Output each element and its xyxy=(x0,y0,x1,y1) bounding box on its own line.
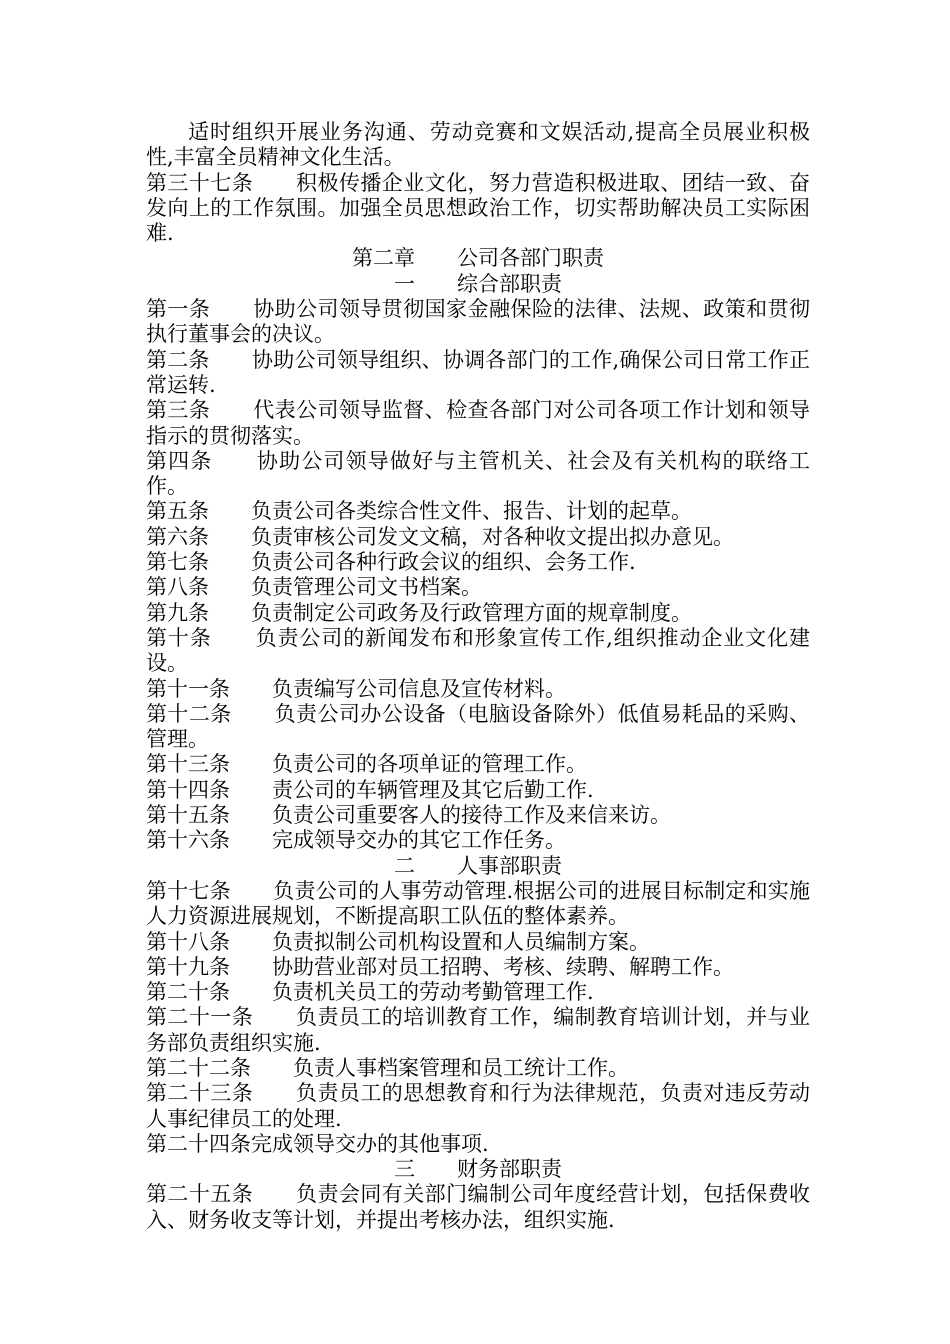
article-text: 协助营业部对员工招聘、考核、续聘、解聘工作。 xyxy=(272,954,734,979)
article-22 xyxy=(146,1056,810,1081)
article-7 xyxy=(146,550,810,575)
article-3 xyxy=(146,398,810,449)
article-number: 第二十一条 xyxy=(146,1005,254,1030)
intro-paragraph: 适时组织开展业务沟通、劳动竞赛和文娱活动,提高全员展业积极性,丰富全员精神文化生活。 xyxy=(146,120,810,170)
article-number: 第二条 xyxy=(146,347,210,372)
article-16 xyxy=(146,828,810,853)
article-text: 负责公司的各项单证的管理工作。 xyxy=(272,752,587,777)
article-number: 第十八条 xyxy=(146,929,230,954)
article-2 xyxy=(146,348,810,399)
article-text: 协助公司领导组织、协调各部门的工作,确保公司日常工作正常运转. xyxy=(146,347,811,397)
article-number: 第六条 xyxy=(146,524,209,549)
article-text: 完成领导交办的其它工作任务。 xyxy=(272,828,566,853)
article-number: 第十六条 xyxy=(146,828,230,853)
article-text: 负责人事档案管理和员工统计工作。 xyxy=(293,1055,629,1080)
article-number: 第十一条 xyxy=(146,676,230,701)
article-text: 负责公司的人事劳动管理.根据公司的进展目标制定和实施人力资源进展规划，不断提高职工队伍的整体素养。 xyxy=(146,878,811,929)
article-text: 责公司的车辆管理及其它后勤工作. xyxy=(272,777,594,802)
article-21 xyxy=(146,1005,810,1056)
article-number: 第九条 xyxy=(146,600,209,625)
article-5 xyxy=(146,499,810,524)
article-number: 第二十三条 xyxy=(146,1081,254,1106)
article-37 xyxy=(146,171,810,247)
article-number: 第三十七条 xyxy=(146,170,254,195)
article-number: 第十条 xyxy=(146,625,212,650)
article-text: 完成领导交办的其他事项. xyxy=(251,1131,489,1156)
document-page xyxy=(146,120,810,1233)
article-1 xyxy=(146,297,810,348)
article-text: 负责员工的思想教育和行为法律规范，负责对违反劳动人事纪律员工的处理. xyxy=(146,1081,811,1131)
article-number: 第五条 xyxy=(146,499,209,524)
article-18 xyxy=(146,930,810,955)
article-number: 第十五条 xyxy=(146,803,230,828)
article-number: 第二十四条 xyxy=(146,1131,251,1156)
section-heading-finance: 三 财务部职责 xyxy=(394,1157,562,1182)
article-11 xyxy=(146,677,810,702)
article-text: 负责公司各种行政会议的组织、会务工作. xyxy=(251,550,636,575)
article-text: 负责公司办公设备（电脑设备除外）低值易耗品的采购、管理。 xyxy=(146,701,811,752)
article-text: 积极传播企业文化，努力营造积极进取、团结一致、奋发向上的工作氛围。加强全员思想政治工作，切实帮助解决员工实际困难. xyxy=(146,170,811,246)
article-number: 第七条 xyxy=(146,550,209,575)
article-text: 协助公司领导贯彻国家金融保险的法律、法规、政策和贯彻执行董事会的决议。 xyxy=(146,297,811,347)
article-number: 第二十五条 xyxy=(146,1182,254,1207)
article-15 xyxy=(146,803,810,828)
article-25 xyxy=(146,1182,810,1233)
article-13 xyxy=(146,752,810,777)
article-9 xyxy=(146,601,810,626)
article-19 xyxy=(146,955,810,980)
article-4 xyxy=(146,449,810,500)
article-6 xyxy=(146,525,810,550)
article-text: 负责管理公司文书档案。 xyxy=(251,575,482,600)
article-20 xyxy=(146,980,810,1005)
article-text: 负责审核公司发文文稿，对各种收文提出拟办意见。 xyxy=(251,524,734,549)
article-number: 第四条 xyxy=(146,448,213,473)
article-text: 负责公司各类综合性文件、报告、计划的起草。 xyxy=(251,499,692,524)
article-text: 负责拟制公司机构设置和人员编制方案。 xyxy=(272,929,650,954)
article-text: 负责员工的培训教育工作，编制教育培训计划，并与业务部负责组织实施. xyxy=(146,1005,811,1055)
article-number: 第十七条 xyxy=(146,878,231,903)
article-number: 第一条 xyxy=(146,297,211,322)
article-number: 第三条 xyxy=(146,398,211,423)
article-23 xyxy=(146,1081,810,1132)
article-12 xyxy=(146,702,810,753)
article-text: 代表公司领导监督、检查各部门对公司各项工作计划和领导指示的贯彻落实。 xyxy=(146,398,811,448)
article-text: 负责公司的新闻发布和形象宣传工作,组织推动企业文化建设。 xyxy=(146,625,810,676)
article-17 xyxy=(146,879,810,930)
article-text: 负责会同有关部门编制公司年度经营计划，包括保费收入、财务收支等计划，并提出考核办法，组织实施. xyxy=(146,1182,811,1232)
chapter-heading: 第二章 公司各部门职责 xyxy=(352,246,604,271)
article-text: 协助公司领导做好与主管机关、社会及有关机构的联络工作。 xyxy=(146,448,811,499)
section-heading-hr: 二 人事部职责 xyxy=(394,853,562,878)
section-heading-general: 一 综合部职责 xyxy=(394,271,562,296)
article-number: 第十四条 xyxy=(146,777,230,802)
article-text: 负责编写公司信息及宣传材料。 xyxy=(272,676,566,701)
article-10 xyxy=(146,626,810,677)
article-text: 负责制定公司政务及行政管理方面的规章制度。 xyxy=(251,600,692,625)
article-number: 第八条 xyxy=(146,575,209,600)
article-8 xyxy=(146,575,810,600)
article-number: 第十九条 xyxy=(146,954,230,979)
article-number: 第十二条 xyxy=(146,701,232,726)
article-number: 第二十二条 xyxy=(146,1055,251,1080)
article-number: 第十三条 xyxy=(146,752,230,777)
article-14 xyxy=(146,778,810,803)
article-24 xyxy=(146,1132,810,1157)
article-text: 负责公司重要客人的接待工作及来信来访。 xyxy=(272,803,671,828)
article-number: 第二十条 xyxy=(146,980,230,1005)
article-text: 负责机关员工的劳动考勤管理工作. xyxy=(272,980,594,1005)
